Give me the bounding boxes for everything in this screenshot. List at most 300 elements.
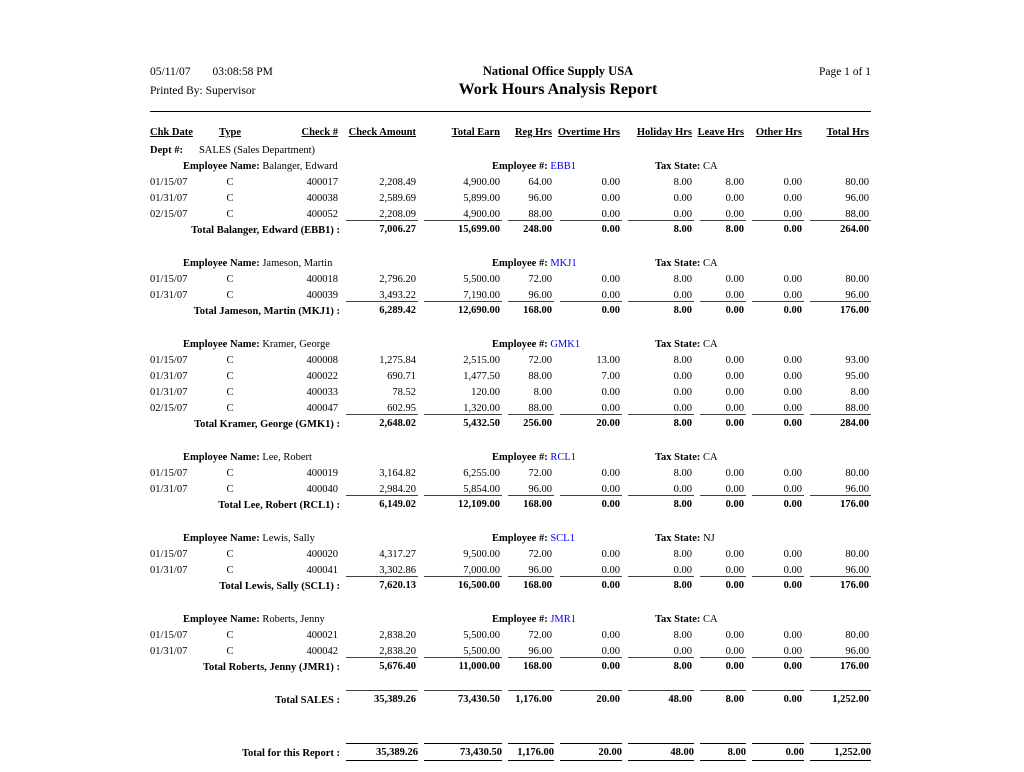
- data-cell: 80.00: [845, 177, 869, 188]
- employee-header-row: [150, 253, 871, 269]
- check-data-row: [150, 188, 871, 204]
- employee-total-value: 5,676.40: [340, 657, 418, 684]
- data-cell: 2,208.09: [379, 209, 416, 220]
- data-cell: 8.00: [673, 630, 692, 641]
- data-cell: 0.00: [725, 468, 744, 479]
- data-cell: C: [226, 209, 234, 220]
- data-cell: 88.00: [845, 209, 869, 220]
- data-cell: 96.00: [845, 193, 869, 204]
- data-cell: C: [226, 468, 234, 479]
- employee-total-value: 0.00: [746, 576, 804, 603]
- employee-total-value: 8.00: [694, 220, 746, 247]
- col-header: Leave Hrs: [697, 127, 744, 138]
- dept-line: Dept #: SALES (Sales Department): [150, 145, 316, 156]
- data-cell: 64.00: [528, 177, 552, 188]
- data-cell: 8.00: [850, 387, 869, 398]
- data-cell: 0.00: [725, 274, 744, 285]
- employee-total-value: 176.00: [804, 576, 871, 603]
- check-data-row: [150, 641, 871, 657]
- data-cell: 96.00: [528, 565, 552, 576]
- dept-total-value: 1,176.00: [502, 690, 554, 717]
- employee-total-value: 16,500.00: [418, 576, 502, 603]
- employee-total-row: [150, 495, 871, 522]
- data-cell: 0.00: [725, 355, 744, 366]
- employee-total-value: 0.00: [746, 301, 804, 328]
- employee-total-row: [150, 414, 871, 441]
- data-cell: 0.00: [673, 484, 692, 495]
- data-cell: 2,208.49: [379, 177, 416, 188]
- employee-total-value: 8.00: [622, 576, 694, 603]
- employee-header: [150, 447, 871, 463]
- data-cell: 1,275.84: [379, 355, 416, 366]
- report-total-value: 35,389.26: [340, 743, 418, 772]
- employee-total-value: 248.00: [502, 220, 554, 247]
- data-cell: 5,500.00: [463, 630, 500, 641]
- employee-total-value: 0.00: [746, 657, 804, 684]
- tax-state: Tax State: CA: [655, 339, 718, 350]
- data-cell: 0.00: [783, 484, 802, 495]
- data-cell: 80.00: [845, 274, 869, 285]
- data-cell: 01/31/07: [150, 484, 188, 495]
- check-data-row: [150, 204, 871, 220]
- report-title: Work Hours Analysis Report: [458, 81, 658, 98]
- data-cell: 0.00: [783, 468, 802, 479]
- header-rule: [150, 111, 871, 112]
- print-time: 03:08:58 PM: [212, 66, 273, 78]
- data-cell: 0.00: [783, 371, 802, 382]
- column-header-row: [150, 118, 871, 138]
- data-cell: 7,190.00: [463, 290, 500, 301]
- check-data-row: [150, 625, 871, 641]
- employee-total-label: Total Jameson, Martin (MKJ1) :: [193, 306, 340, 317]
- data-cell: 0.00: [783, 630, 802, 641]
- data-cell: 8.00: [673, 468, 692, 479]
- employee-total-value: 7,006.27: [340, 220, 418, 247]
- employee-total-label: Total Balanger, Edward (EBB1) :: [191, 225, 340, 236]
- data-cell: 0.00: [783, 209, 802, 220]
- data-cell: 0.00: [783, 403, 802, 414]
- data-cell: 0.00: [673, 290, 692, 301]
- employee-total-value: 5,432.50: [418, 414, 502, 441]
- dept-total-label: Total SALES :: [275, 695, 340, 706]
- data-cell: 602.95: [387, 403, 416, 414]
- employee-total-value: 8.00: [622, 657, 694, 684]
- data-cell: C: [226, 630, 234, 641]
- employee-name: Employee Name: Jameson, Martin: [183, 258, 333, 269]
- data-cell: 0.00: [725, 403, 744, 414]
- employee-header: [150, 528, 871, 544]
- employee-total-value: 0.00: [554, 495, 622, 522]
- data-cell: 01/31/07: [150, 646, 188, 657]
- data-cell: 72.00: [528, 274, 552, 285]
- data-cell: 01/31/07: [150, 371, 188, 382]
- data-cell: 3,302.86: [379, 565, 416, 576]
- dept-total-value: 48.00: [622, 690, 694, 717]
- col-header: Total Earn: [451, 127, 500, 138]
- data-cell: 1,320.00: [463, 403, 500, 414]
- employee-total-value: 176.00: [804, 301, 871, 328]
- data-cell: 0.00: [601, 209, 620, 220]
- employee-total-row: [150, 301, 871, 328]
- data-cell: 0.00: [783, 549, 802, 560]
- data-cell: 690.71: [387, 371, 416, 382]
- employee-header-row: [150, 528, 871, 544]
- data-cell: 0.00: [601, 177, 620, 188]
- dept-value: SALES (Sales Department): [198, 145, 316, 156]
- data-cell: 0.00: [601, 630, 620, 641]
- data-cell: 01/31/07: [150, 193, 188, 204]
- data-cell: 80.00: [845, 549, 869, 560]
- employee-header-row: [150, 609, 871, 625]
- data-cell: 400040: [306, 484, 338, 495]
- data-cell: C: [226, 177, 234, 188]
- data-cell: 400018: [306, 274, 338, 285]
- employee-total-value: 0.00: [694, 576, 746, 603]
- data-cell: 4,900.00: [463, 209, 500, 220]
- data-cell: 01/15/07: [150, 274, 188, 285]
- col-header: Chk Date: [150, 127, 193, 138]
- data-cell: 0.00: [783, 274, 802, 285]
- dept-total-value: 35,389.26: [340, 690, 418, 717]
- employee-total-value: 8.00: [622, 414, 694, 441]
- report-total-value: 1,252.00: [804, 743, 871, 772]
- col-header: Check Amount: [348, 127, 416, 138]
- data-cell: 01/31/07: [150, 290, 188, 301]
- data-cell: C: [226, 484, 234, 495]
- data-cell: 88.00: [528, 403, 552, 414]
- employee-number-link[interactable]: SCL1: [547, 533, 575, 544]
- data-cell: 400041: [306, 565, 338, 576]
- employee-number-link[interactable]: EBB1: [547, 161, 576, 172]
- data-cell: 95.00: [845, 371, 869, 382]
- data-cell: 0.00: [601, 484, 620, 495]
- employee-total-label: Total Kramer, George (GMK1) :: [194, 419, 340, 430]
- data-cell: 400008: [306, 355, 338, 366]
- employee-number: Employee #: SCL1: [492, 533, 575, 544]
- data-cell: 0.00: [725, 484, 744, 495]
- data-cell: 96.00: [845, 565, 869, 576]
- employee-total-value: 168.00: [502, 495, 554, 522]
- data-cell: 400038: [306, 193, 338, 204]
- employee-total-value: 0.00: [554, 301, 622, 328]
- employee-total-value: 168.00: [502, 657, 554, 684]
- check-data-row: [150, 382, 871, 398]
- data-cell: 0.00: [601, 549, 620, 560]
- data-cell: 0.00: [601, 646, 620, 657]
- data-cell: 01/15/07: [150, 177, 188, 188]
- col-header: Type: [219, 127, 241, 138]
- employee-total-value: 6,149.02: [340, 495, 418, 522]
- data-cell: 0.00: [783, 193, 802, 204]
- employee-total-value: 256.00: [502, 414, 554, 441]
- data-cell: 72.00: [528, 355, 552, 366]
- data-cell: 0.00: [725, 630, 744, 641]
- dept-total-value: 73,430.50: [418, 690, 502, 717]
- data-cell: 8.00: [673, 549, 692, 560]
- data-cell: 2,515.00: [463, 355, 500, 366]
- employee-number: Employee #: JMR1: [492, 614, 577, 625]
- printed-by: Printed By: Supervisor: [150, 85, 256, 97]
- data-cell: 7.00: [601, 371, 620, 382]
- data-cell: 93.00: [845, 355, 869, 366]
- data-cell: 0.00: [725, 387, 744, 398]
- employee-total-value: 0.00: [746, 495, 804, 522]
- data-cell: 72.00: [528, 630, 552, 641]
- check-data-row: [150, 463, 871, 479]
- employee-number: Employee #: GMK1: [492, 339, 581, 350]
- data-cell: 5,899.00: [463, 193, 500, 204]
- employee-total-value: 0.00: [554, 220, 622, 247]
- data-cell: 0.00: [601, 193, 620, 204]
- tax-state: Tax State: CA: [655, 161, 718, 172]
- spacer: [150, 717, 871, 743]
- report-header-row2: [150, 79, 871, 107]
- data-cell: 0.00: [673, 387, 692, 398]
- employee-number-link[interactable]: RCL1: [547, 452, 576, 463]
- employee-total-row: [150, 657, 871, 684]
- employee-total-value: 284.00: [804, 414, 871, 441]
- employee-name: Employee Name: Balanger, Edward: [183, 161, 338, 172]
- data-cell: 0.00: [725, 193, 744, 204]
- data-cell: 0.00: [783, 646, 802, 657]
- report-total-value: 8.00: [694, 743, 746, 772]
- data-cell: 5,500.00: [463, 646, 500, 657]
- employee-total-row: [150, 576, 871, 603]
- company-name: National Office Supply USA: [482, 64, 634, 78]
- employee-header: [150, 609, 871, 625]
- col-header: Check #: [301, 127, 338, 138]
- data-cell: C: [226, 371, 234, 382]
- tax-state: Tax State: CA: [655, 258, 718, 269]
- employee-total-value: 0.00: [694, 414, 746, 441]
- check-data-row: [150, 285, 871, 301]
- data-cell: 3,493.22: [379, 290, 416, 301]
- report-total-value: 1,176.00: [502, 743, 554, 772]
- col-header: Overtime Hrs: [557, 127, 620, 138]
- employee-number-link[interactable]: GMK1: [547, 339, 581, 350]
- check-data-row: [150, 366, 871, 382]
- employee-total-value: 0.00: [694, 657, 746, 684]
- data-cell: 96.00: [528, 193, 552, 204]
- data-cell: 96.00: [845, 290, 869, 301]
- employee-total-value: 0.00: [694, 495, 746, 522]
- data-cell: 72.00: [528, 549, 552, 560]
- data-cell: 80.00: [845, 468, 869, 479]
- col-header: Other Hrs: [755, 127, 802, 138]
- employee-header-row: [150, 156, 871, 172]
- employee-total-value: 0.00: [746, 220, 804, 247]
- report-header-row1: [150, 64, 871, 79]
- data-cell: 78.52: [392, 387, 416, 398]
- data-cell: C: [226, 387, 234, 398]
- check-data-row: [150, 398, 871, 414]
- tax-state: Tax State: CA: [655, 614, 718, 625]
- data-cell: 96.00: [528, 646, 552, 657]
- employee-total-value: 264.00: [804, 220, 871, 247]
- employee-total-value: 6,289.42: [340, 301, 418, 328]
- employee-total-value: 11,000.00: [418, 657, 502, 684]
- data-cell: 80.00: [845, 630, 869, 641]
- data-cell: 0.00: [673, 565, 692, 576]
- data-cell: 2,589.69: [379, 193, 416, 204]
- data-cell: 0.00: [601, 274, 620, 285]
- employee-name: Employee Name: Lewis, Sally: [183, 533, 315, 544]
- data-cell: C: [226, 403, 234, 414]
- employee-total-value: 0.00: [694, 301, 746, 328]
- data-cell: 120.00: [471, 387, 500, 398]
- employee-total-value: 0.00: [554, 576, 622, 603]
- data-cell: 13.00: [596, 355, 620, 366]
- report-total-value: 73,430.50: [418, 743, 502, 772]
- data-cell: 2,838.20: [379, 646, 416, 657]
- dept-total-value: 8.00: [694, 690, 746, 717]
- data-cell: 400017: [306, 177, 338, 188]
- data-cell: 0.00: [725, 549, 744, 560]
- data-cell: 400033: [306, 387, 338, 398]
- check-data-row: [150, 350, 871, 366]
- col-header: Reg Hrs: [514, 127, 552, 138]
- data-cell: 0.00: [725, 565, 744, 576]
- data-cell: 96.00: [528, 484, 552, 495]
- data-cell: 400020: [306, 549, 338, 560]
- data-cell: 0.00: [725, 371, 744, 382]
- report-total-value: 0.00: [746, 743, 804, 772]
- dept-row: [150, 138, 871, 156]
- col-header: Holiday Hrs: [636, 127, 692, 138]
- employee-total-label: Total Lee, Robert (RCL1) :: [218, 500, 340, 511]
- employee-total-value: 0.00: [746, 414, 804, 441]
- employee-total-value: 176.00: [804, 495, 871, 522]
- employee-total-value: 168.00: [502, 301, 554, 328]
- data-cell: 1,477.50: [463, 371, 500, 382]
- page-number: Page 1 of 1: [818, 66, 871, 78]
- data-cell: 01/15/07: [150, 630, 188, 641]
- data-cell: C: [226, 565, 234, 576]
- employee-total-label: Total Roberts, Jenny (JMR1) :: [203, 662, 340, 673]
- data-cell: 0.00: [725, 209, 744, 220]
- employee-total-value: 8.00: [622, 301, 694, 328]
- data-cell: 3,164.82: [379, 468, 416, 479]
- data-cell: 96.00: [528, 290, 552, 301]
- dept-total-row: [150, 690, 871, 717]
- data-cell: 02/15/07: [150, 403, 188, 414]
- employee-total-value: 7,620.13: [340, 576, 418, 603]
- data-cell: 400047: [306, 403, 338, 414]
- data-cell: 2,796.20: [379, 274, 416, 285]
- dept-total-value: 0.00: [746, 690, 804, 717]
- employee-total-value: 2,648.02: [340, 414, 418, 441]
- data-cell: 0.00: [601, 468, 620, 479]
- employee-total-row: [150, 220, 871, 247]
- data-cell: C: [226, 646, 234, 657]
- data-cell: 0.00: [783, 290, 802, 301]
- data-cell: 0.00: [673, 209, 692, 220]
- report-total-label: Total for this Report :: [242, 748, 340, 759]
- employee-total-label: Total Lewis, Sally (SCL1) :: [219, 581, 340, 592]
- employee-total-value: 12,109.00: [418, 495, 502, 522]
- data-cell: 0.00: [783, 177, 802, 188]
- employee-number: Employee #: EBB1: [492, 161, 576, 172]
- employee-total-value: 15,699.00: [418, 220, 502, 247]
- report-table: [150, 118, 871, 772]
- data-cell: C: [226, 355, 234, 366]
- employee-total-value: 20.00: [554, 414, 622, 441]
- data-cell: 5,854.00: [463, 484, 500, 495]
- data-cell: 0.00: [673, 371, 692, 382]
- data-cell: 2,838.20: [379, 630, 416, 641]
- data-cell: 88.00: [528, 371, 552, 382]
- data-cell: 01/15/07: [150, 355, 188, 366]
- report-total-value: 20.00: [554, 743, 622, 772]
- employee-number-link[interactable]: JMR1: [547, 614, 577, 625]
- data-cell: 0.00: [725, 290, 744, 301]
- employee-number-link[interactable]: MKJ1: [547, 258, 577, 269]
- data-cell: 01/31/07: [150, 565, 188, 576]
- data-cell: 8.00: [673, 177, 692, 188]
- data-cell: 400019: [306, 468, 338, 479]
- employee-total-value: 176.00: [804, 657, 871, 684]
- report-page: [150, 64, 871, 772]
- spacer-row: [150, 717, 871, 743]
- data-cell: 6,255.00: [463, 468, 500, 479]
- data-cell: 8.00: [673, 274, 692, 285]
- data-cell: 01/15/07: [150, 468, 188, 479]
- employee-total-value: 12,690.00: [418, 301, 502, 328]
- employee-header-row: [150, 334, 871, 350]
- data-cell: 400052: [306, 209, 338, 220]
- data-cell: 0.00: [783, 387, 802, 398]
- data-cell: 01/31/07: [150, 387, 188, 398]
- data-cell: 0.00: [601, 403, 620, 414]
- data-cell: 0.00: [725, 646, 744, 657]
- employee-total-value: 8.00: [622, 220, 694, 247]
- data-cell: C: [226, 549, 234, 560]
- employee-header: [150, 253, 871, 269]
- data-cell: 400042: [306, 646, 338, 657]
- employee-total-value: 168.00: [502, 576, 554, 603]
- data-cell: 0.00: [673, 646, 692, 657]
- data-cell: 0.00: [673, 403, 692, 414]
- data-cell: 0.00: [673, 193, 692, 204]
- data-cell: C: [226, 290, 234, 301]
- data-cell: 4,317.27: [379, 549, 416, 560]
- print-datetime: [150, 66, 365, 78]
- data-cell: 02/15/07: [150, 209, 188, 220]
- employee-header: [150, 156, 871, 172]
- check-data-row: [150, 172, 871, 188]
- dept-total-value: 1,252.00: [804, 690, 871, 717]
- data-cell: 0.00: [783, 355, 802, 366]
- data-cell: 5,500.00: [463, 274, 500, 285]
- data-cell: 2,984.20: [379, 484, 416, 495]
- employee-name: Employee Name: Kramer, George: [183, 339, 330, 350]
- tax-state: Tax State: NJ: [655, 533, 715, 544]
- data-cell: C: [226, 193, 234, 204]
- data-cell: 4,900.00: [463, 177, 500, 188]
- data-cell: 8.00: [533, 387, 552, 398]
- check-data-row: [150, 479, 871, 495]
- data-cell: 88.00: [845, 403, 869, 414]
- employee-header-row: [150, 447, 871, 463]
- employee-name: Employee Name: Lee, Robert: [183, 452, 312, 463]
- data-cell: 72.00: [528, 468, 552, 479]
- data-cell: 9,500.00: [463, 549, 500, 560]
- report-total-value: 48.00: [622, 743, 694, 772]
- check-data-row: [150, 544, 871, 560]
- tax-state: Tax State: CA: [655, 452, 718, 463]
- employee-number: Employee #: MKJ1: [492, 258, 577, 269]
- data-cell: 96.00: [845, 646, 869, 657]
